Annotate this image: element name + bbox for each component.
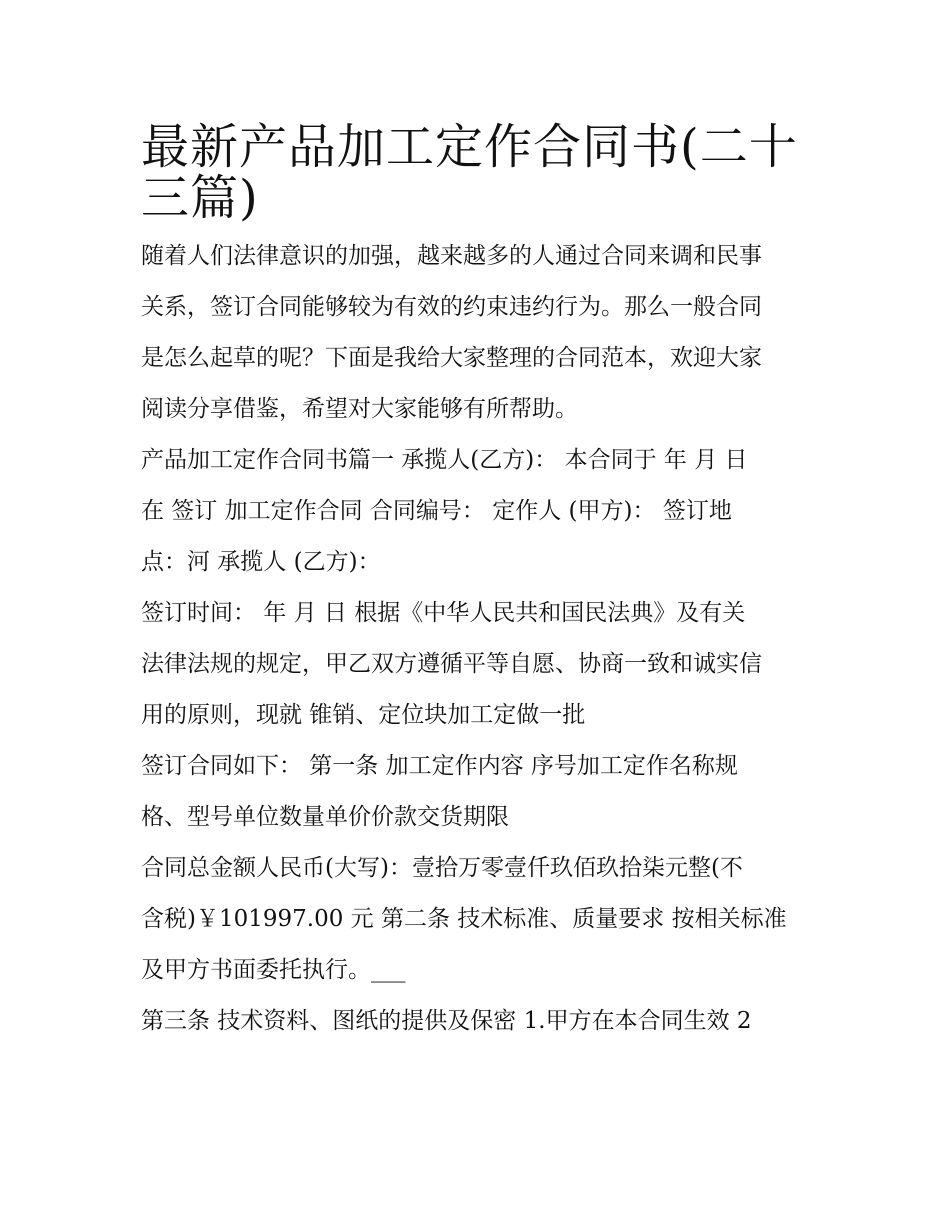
article-three-paragraph xyxy=(141,996,813,1047)
text-line: 合同总金额人民币(大写)：壹拾万零壹仟玖佰玖拾柒元整(不 xyxy=(141,855,743,881)
text-line: 签订合同如下： 第一条 加工定作内容 序号加工定作名称规 xyxy=(141,753,738,779)
text-line: 格、型号单位数量单价价款交货期限 xyxy=(141,804,509,830)
article-one-paragraph xyxy=(141,741,813,843)
text-line: 关系，签订合同能够较为有效的约束违约行为。那么一般合同 xyxy=(141,294,762,320)
total-amount-paragraph xyxy=(141,843,813,996)
title-line: 三篇) xyxy=(141,170,259,226)
text-line: 含税)￥101997.00 元 第二条 技术标准、质量要求 按相关标准 xyxy=(141,906,787,932)
text-line: 产品加工定作合同书篇一 承揽人(乙方)： 本合同于 年 月 日 xyxy=(141,447,748,473)
text-line: 及甲方书面委托执行。___ xyxy=(141,957,406,983)
text-line: 随着人们法律意识的加强，越来越多的人通过合同来调和民事 xyxy=(141,243,762,269)
contract-parties-paragraph xyxy=(141,435,813,588)
text-line: 是怎么起草的呢？下面是我给大家整理的合同范本，欢迎大家 xyxy=(141,345,762,371)
title-line: 最新产品加工定作合同书(二十 xyxy=(141,119,798,175)
text-line: 用的原则，现就 锥销、定位块加工定做一批 xyxy=(141,702,586,728)
signing-time-paragraph xyxy=(141,588,813,741)
text-line: 点：河 承揽人 (乙方)： xyxy=(141,549,381,575)
text-line: 签订时间： 年 月 日 根据《中华人民共和国民法典》及有关 xyxy=(141,600,746,626)
text-line: 在 签订 加工定作合同 合同编号： 定作人 (甲方)： 签订地 xyxy=(141,498,732,524)
text-line: 法律法规的规定，甲乙双方遵循平等自愿、协商一致和诚实信 xyxy=(141,651,762,677)
text-line: 阅读分享借鉴，希望对大家能够有所帮助。 xyxy=(141,396,578,422)
text-line: 第三条 技术资料、图纸的提供及保密 1.甲方在本合同生效 2 xyxy=(141,1008,752,1034)
document-title xyxy=(141,112,813,226)
document-page xyxy=(141,112,813,1047)
intro-paragraph xyxy=(141,231,813,435)
